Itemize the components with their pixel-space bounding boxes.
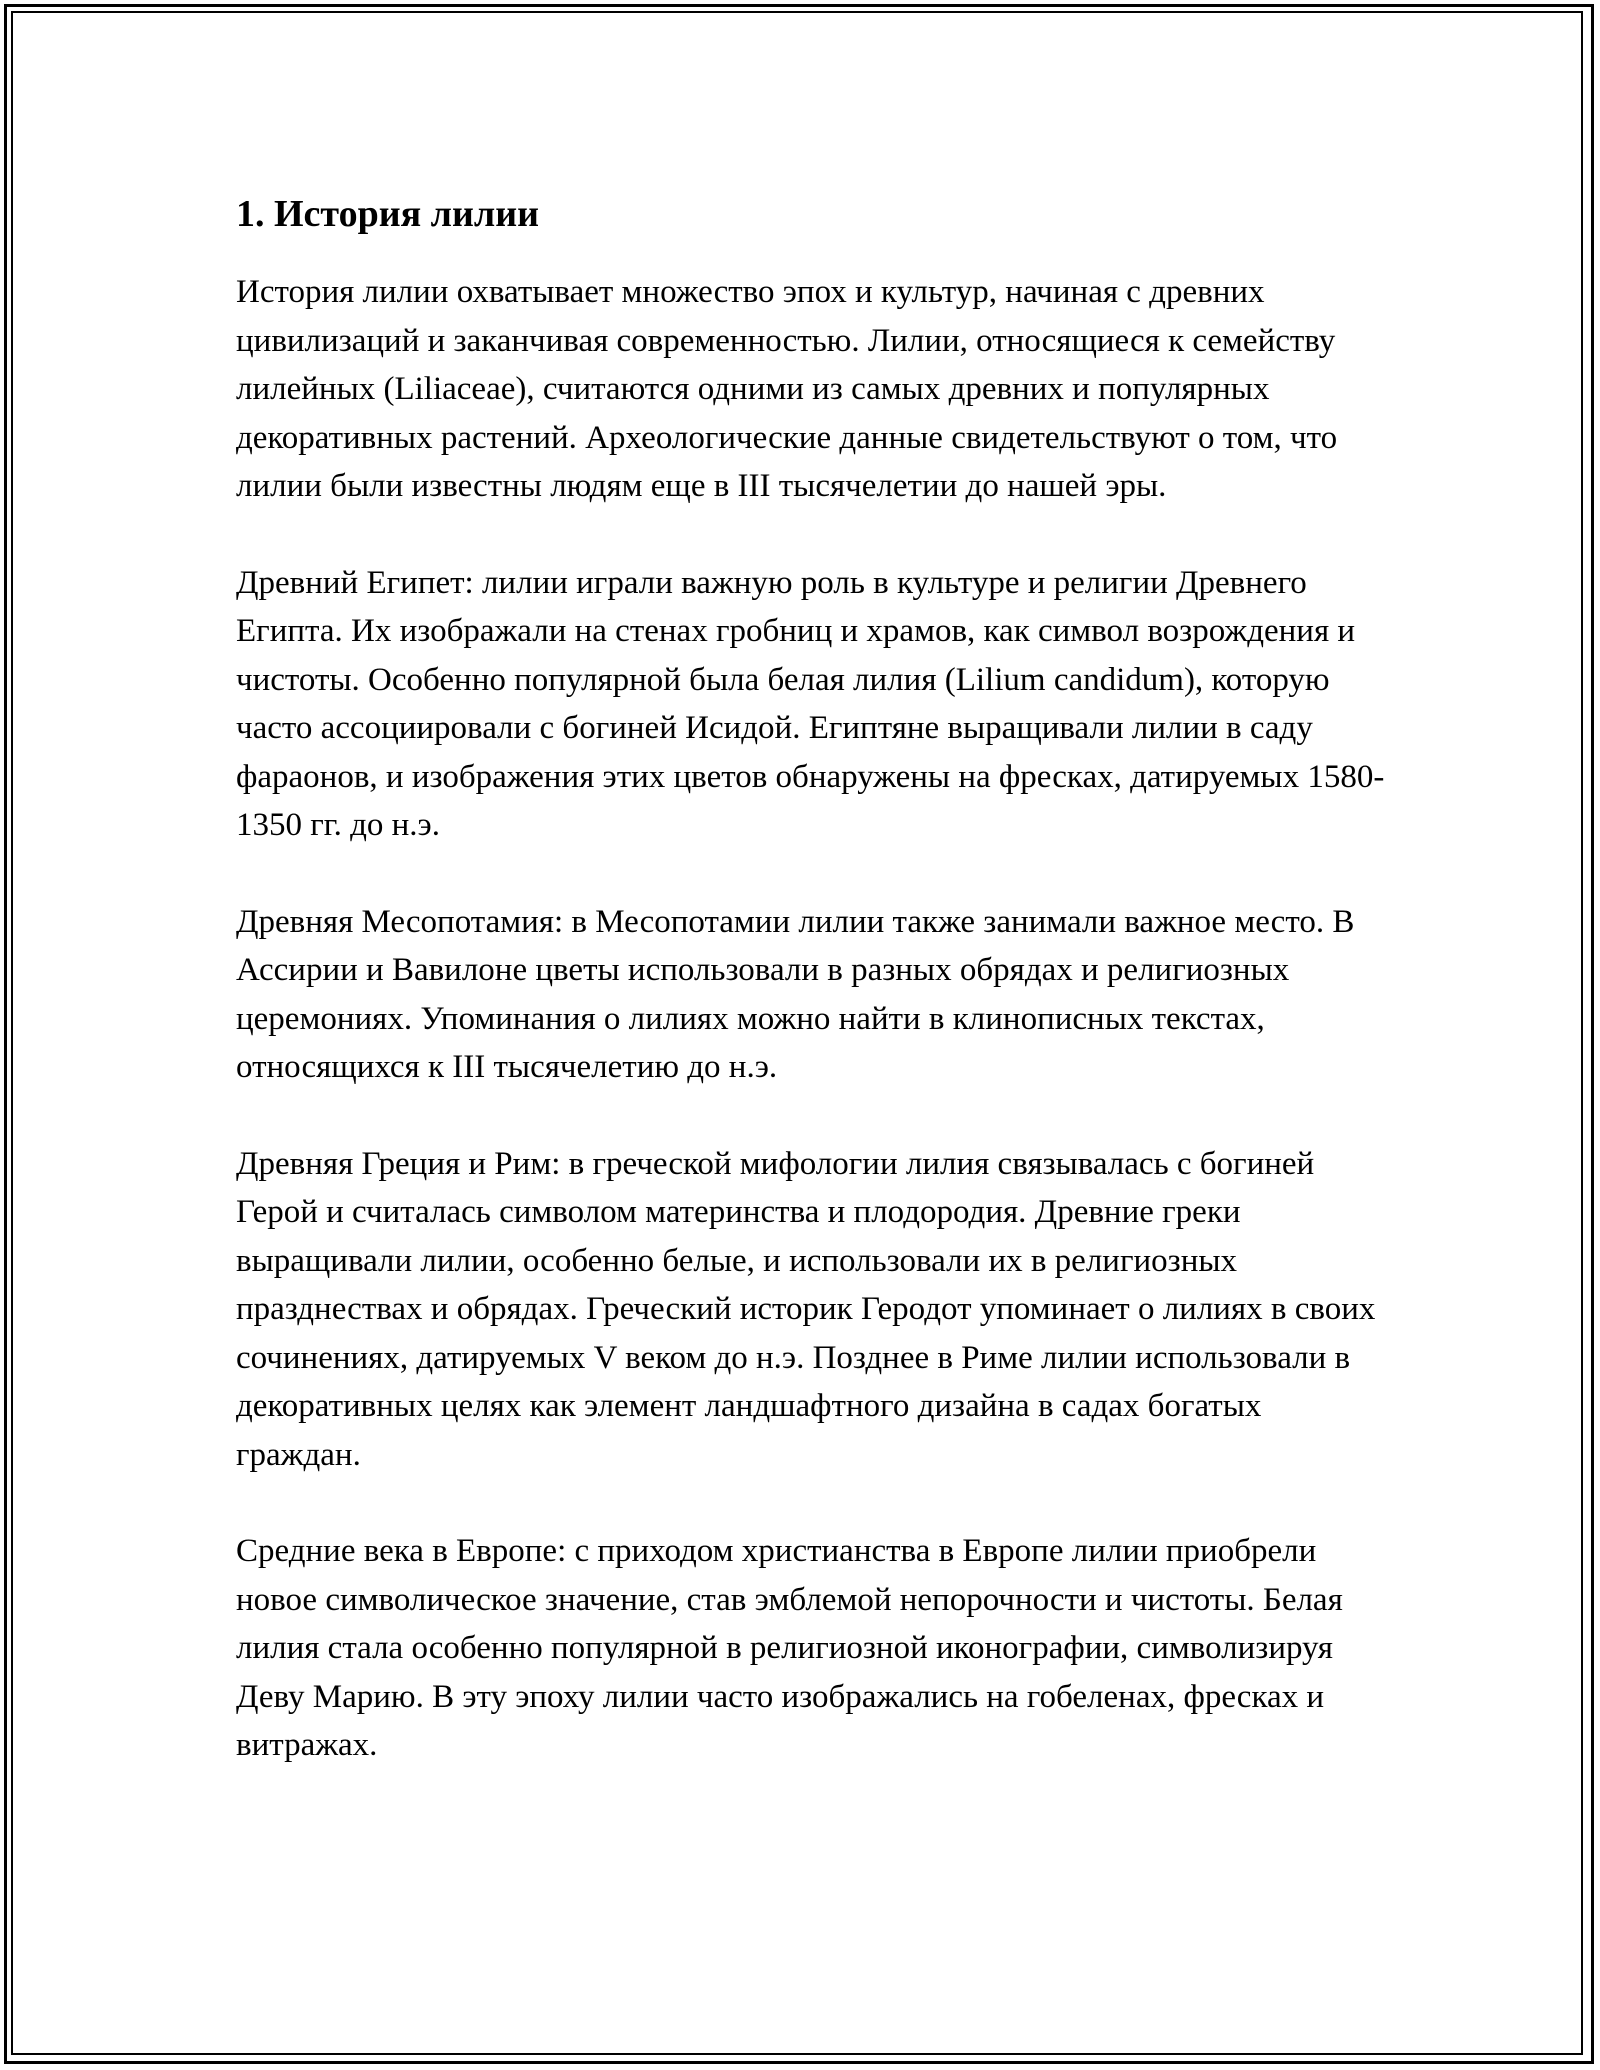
section-heading: 1. История лилии xyxy=(236,193,539,235)
paragraph-greece-rome: Древняя Греция и Рим: в греческой мифологии лилия связывалась с богиней Герой и считалась символом материнства и плодородия. Древние греки выращивали лилии, особенно белые, и использовали их в религиозных празднествах и обрядах. Греческий историк Геродот упоминает о лилиях в своих сочинениях, датируемых V веком до н.э. Позднее в Риме лилии использовали в декоративных целях как элемент ландшафтного дизайна в садах богатых граждан. xyxy=(236,1145,1376,1473)
paragraph-mesopotamia: Древняя Месопотамия: в Месопотамии лилии также занимали важное место. В Ассирии и Вавилоне цветы использовали в разных обрядах и религиозных церемониях. Упоминания о лилиях можно найти в клинописных текстах, относящихся к III тысячелетию до н.э. xyxy=(236,903,1355,1085)
paragraph-intro: История лилии охватывает множество эпох и культур, начиная с древних цивилизаций и заканчивая современностью. Лилии, относящиеся к семейству лилейных (Liliaceae), считаются одними из самых древних и популярных декоративных растений. Археологические данные свидетельствуют о том, что лилии были известны людям еще в III тысячелетии до нашей эры. xyxy=(236,274,1338,504)
paragraph-ancient-egypt: Древний Египет: лилии играли важную роль в культуре и религии Древнего Египта. Их изображали на стенах гробниц и храмов, как символ возрождения и чистоты. Особенно популярной была белая лилия (Lilium candidum), которую часто ассоциировали с богиней Исидой. Египтяне выращивали лилии в саду фараонов, и изображения этих цветов обнаружены на фресках, датируемых 1580-1350 гг. до н.э. xyxy=(236,564,1385,843)
document-body xyxy=(236,186,1386,1818)
paragraph-middle-ages: Средние века в Европе: с приходом христианства в Европе лилии приобрели новое символическое значение, став эмблемой непорочности и чистоты. Белая лилия стала особенно популярной в религиозной иконографии, символизируя Деву Марию. В эту эпоху лилии часто изображались на гобеленах, фресках и витражах. xyxy=(236,1533,1343,1763)
